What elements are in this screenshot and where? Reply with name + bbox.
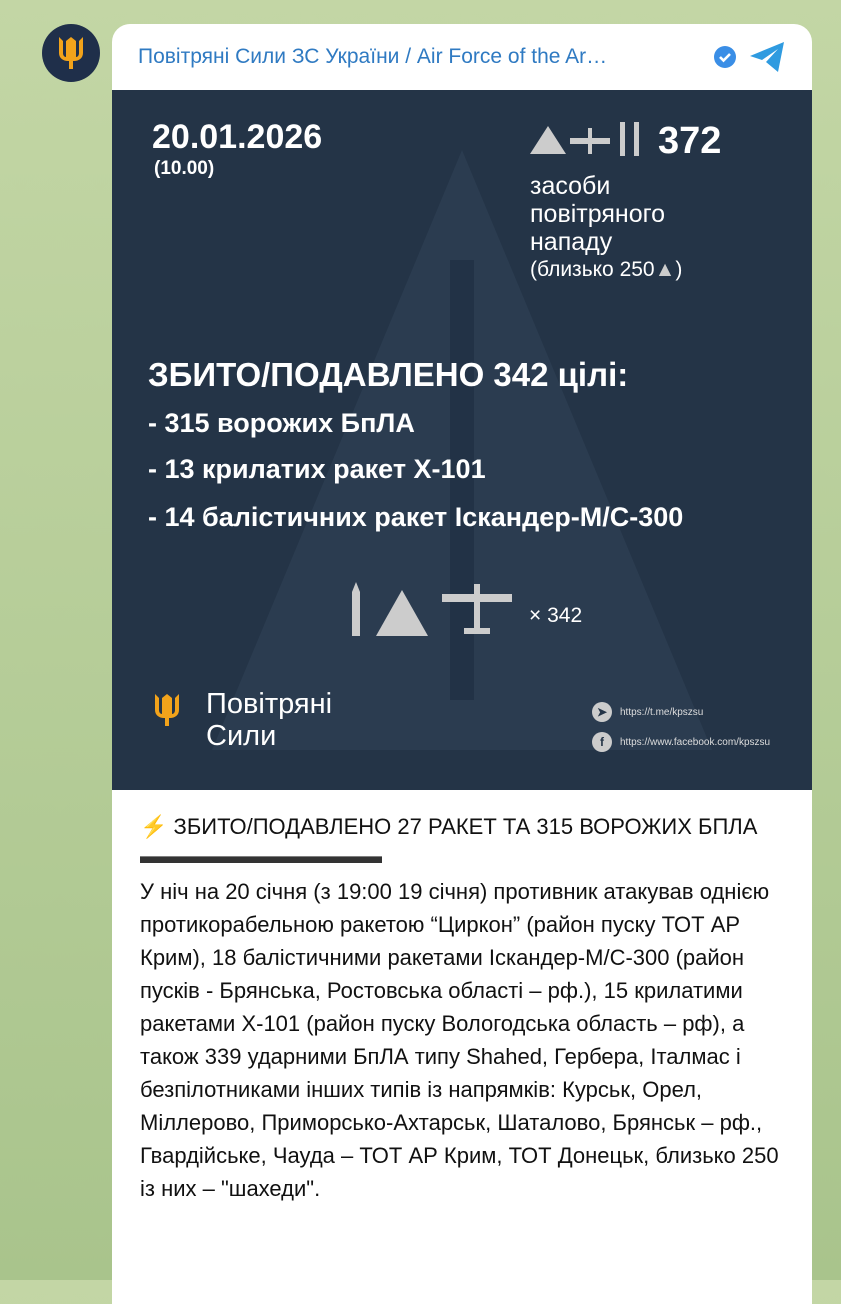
report-time: (10.00)	[154, 158, 215, 179]
trident-logo-icon	[152, 692, 182, 728]
channel-title[interactable]: Повітряні Сили ЗС України / Air Force of the Ar…	[138, 45, 608, 68]
brand-line: Повітряні	[206, 688, 333, 720]
means-line: нападу	[530, 228, 613, 256]
air-force-emblem-watermark	[112, 90, 812, 790]
channel-avatar[interactable]	[42, 24, 100, 82]
multiplier: × 342	[529, 604, 583, 627]
brand-name	[206, 688, 332, 752]
facebook-link	[592, 732, 770, 752]
link-text: https://t.me/kpszsu	[620, 706, 704, 718]
total-count: 372	[658, 120, 722, 162]
message-body: У ніч на 20 січня (з 19:00 19 січня) противник атакував однією протикорабельною ракетою “Циркон” (район пуску ТОТ АР Крим), 18 балістичними ракетами Іскандер-М/С-300 (район пусків - Брянська, Ростовська області – рф.), 15 крилатими ракетами Х-101 (район пуску Вологодська область – рф), а також 339 ударними БпЛА типу Shahed, Гербера, Італмас і безпілотниками інших типів із напрямків: Курськ, Орел, Міллерово, Приморсько-Ахтарськ, Шаталово, Брянськ – рф., Гвардійське, Чауда – ТОТ АР Крим, ТОТ Донецьк, близько 250 із них – "шахеди".	[140, 879, 779, 1201]
verified-badge-icon	[712, 44, 738, 70]
shot-item: - 315 ворожих БпЛА	[148, 408, 415, 438]
shot-item: - 13 крилатих ракет Х-101	[148, 454, 486, 484]
headline	[140, 810, 788, 843]
missile-drone-plane-icons	[348, 580, 513, 640]
message-text	[140, 810, 788, 1205]
approx-end: )	[675, 258, 683, 281]
infographic-image[interactable]	[112, 90, 812, 790]
trident-icon	[56, 35, 86, 71]
shot-item: - 14 балістичних ракет Іскандер-М/С-300	[148, 502, 684, 532]
lightning-icon: ⚡	[140, 814, 168, 839]
facebook-icon: f	[592, 732, 612, 752]
headline-text: ЗБИТО/ПОДАВЛЕНО 27 РАКЕТ ТА 315 ВОРОЖИХ БПЛА	[173, 814, 758, 839]
means-line: повітряного	[530, 200, 666, 228]
telegram-icon[interactable]	[748, 40, 786, 74]
telegram-link	[592, 702, 703, 722]
link-text: https://www.facebook.com/kpszsu	[620, 736, 771, 748]
channel-header	[112, 24, 812, 90]
report-date: 20.01.2026	[152, 118, 323, 156]
divider: ▬▬▬▬▬▬▬▬▬▬▬	[140, 843, 382, 868]
approx-text: (близько 250	[530, 258, 655, 281]
approx-shahed	[530, 258, 682, 282]
weapons-icons	[528, 118, 648, 158]
means-line: засоби	[530, 172, 611, 200]
means-label	[530, 172, 665, 256]
telegram-icon: ➤	[592, 702, 612, 722]
message-bubble	[112, 24, 812, 1304]
shot-down-title: ЗБИТО/ПОДАВЛЕНО 342 цілі:	[148, 356, 629, 393]
drone-icon: ▲	[654, 258, 676, 281]
brand-line: Сили	[206, 720, 277, 752]
